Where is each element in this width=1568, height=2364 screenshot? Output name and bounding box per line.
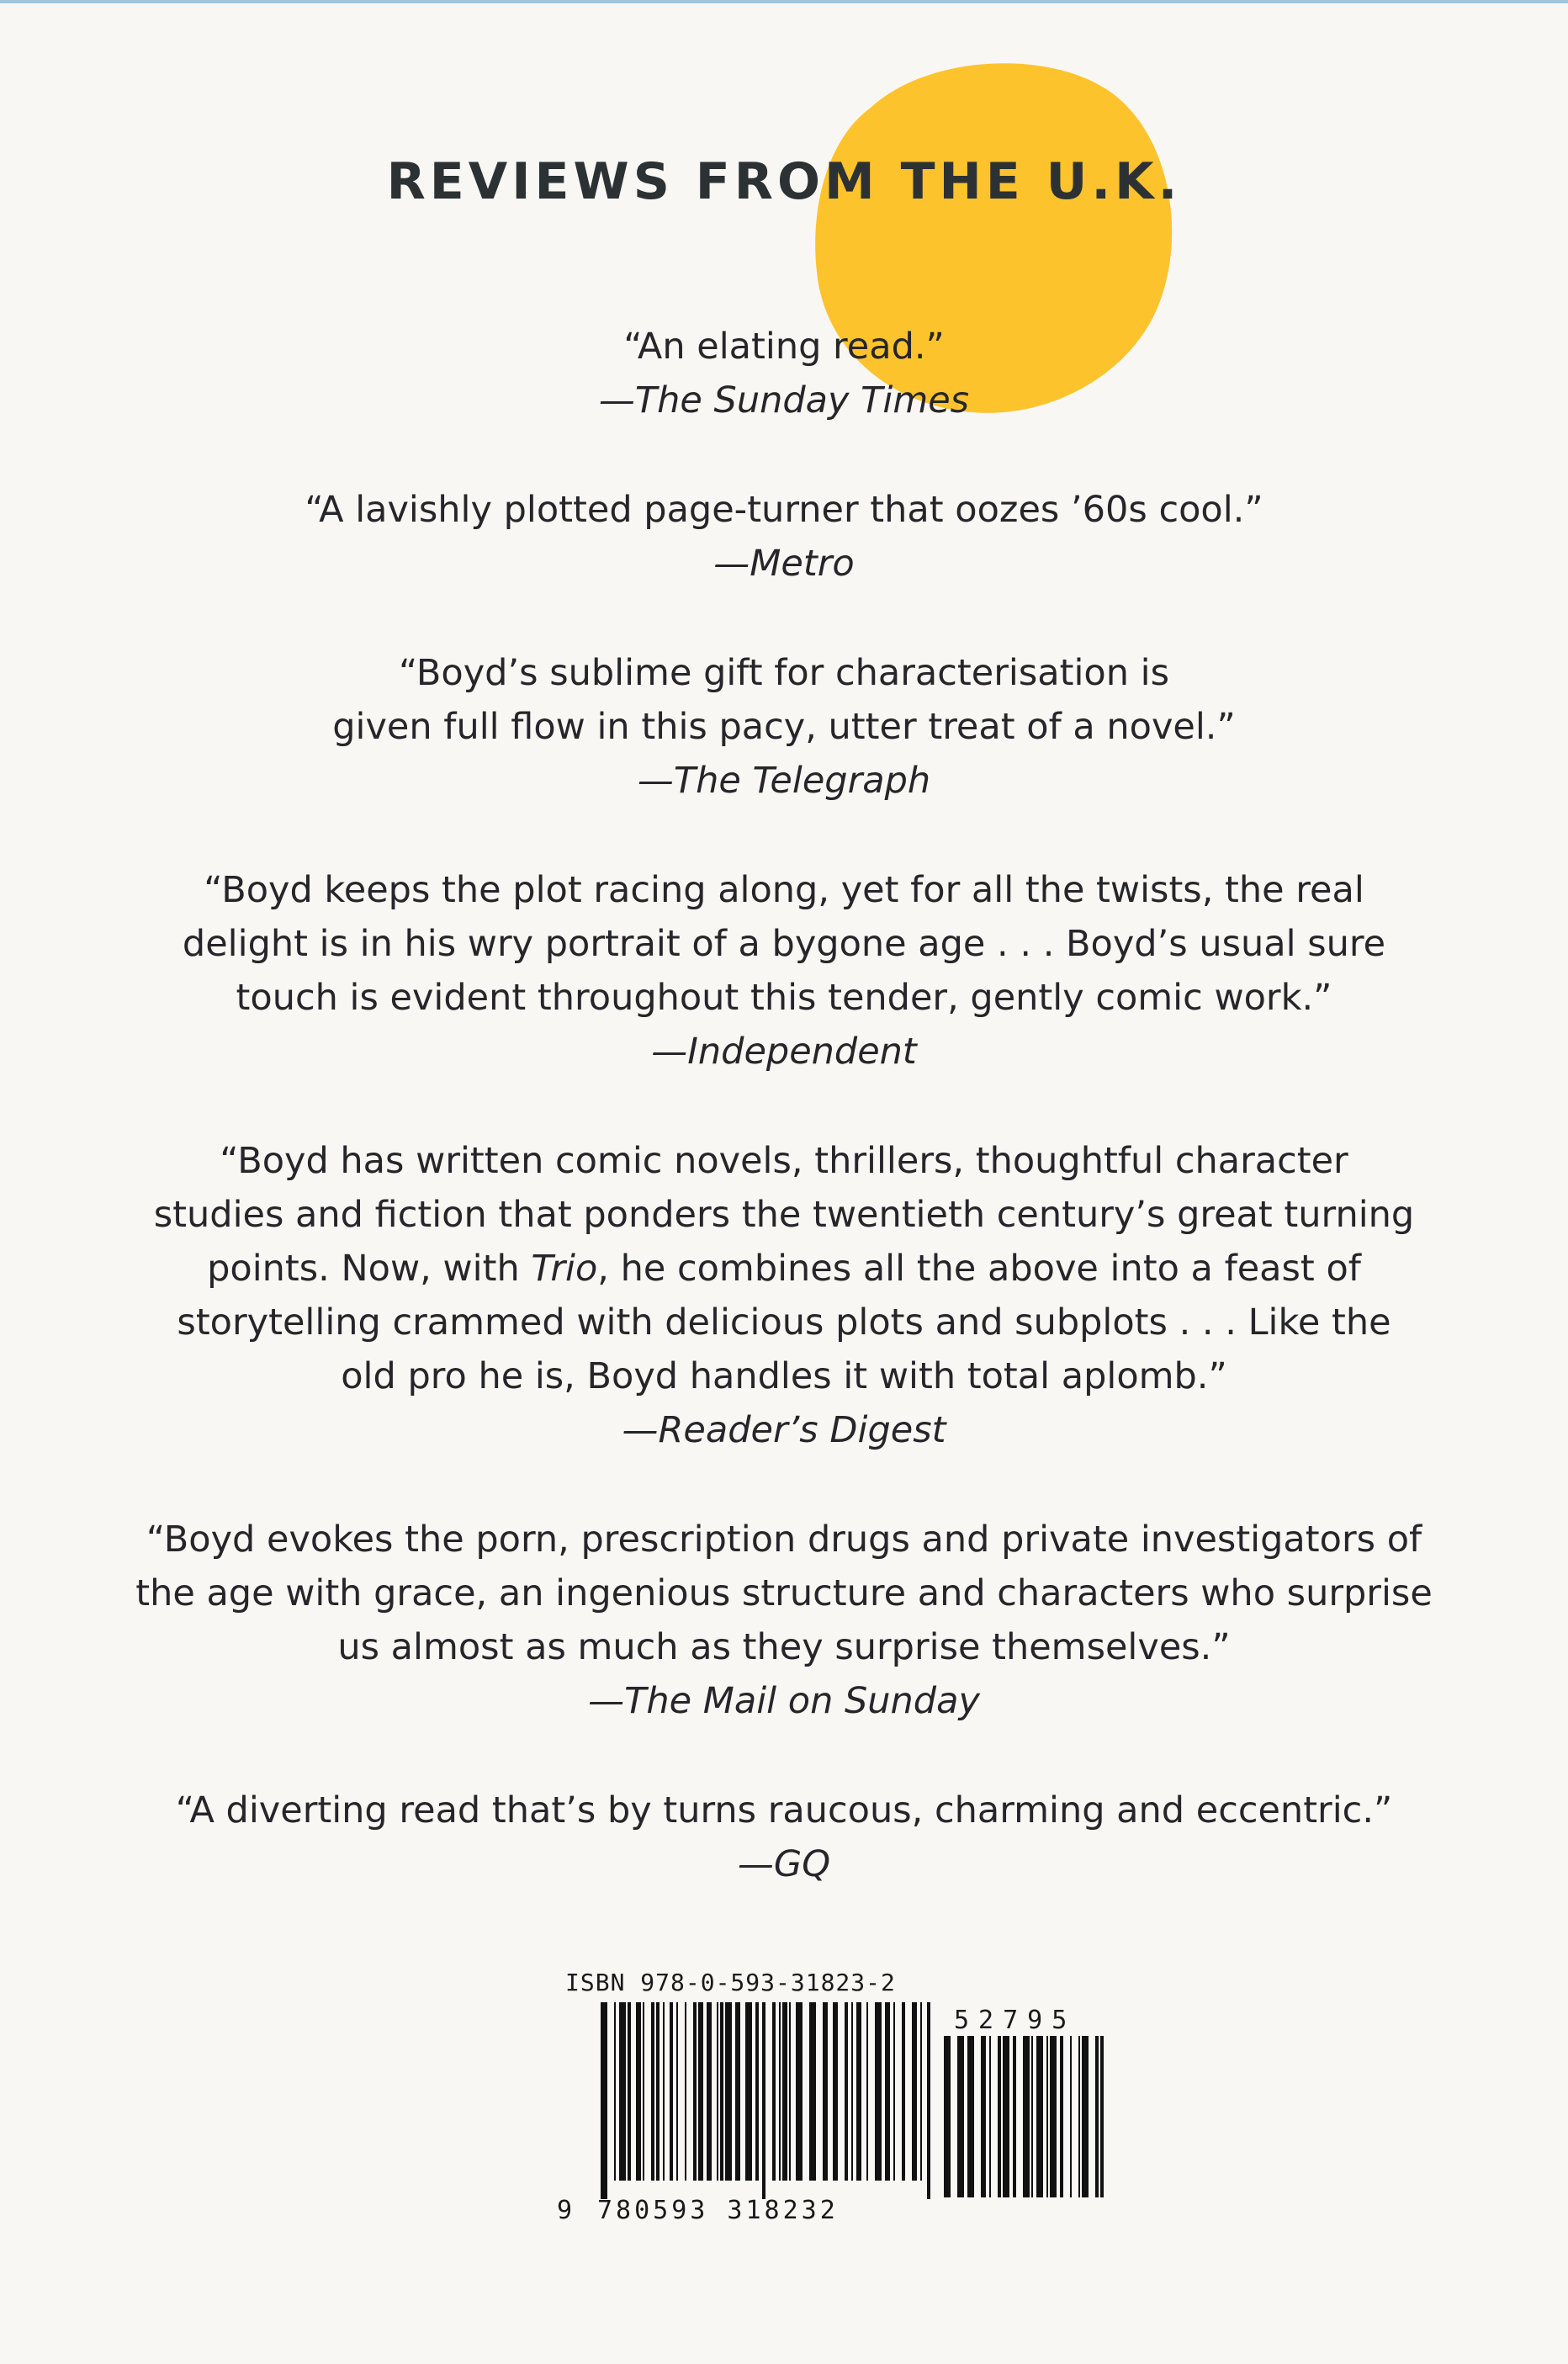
review-text-line (0, 1242, 1568, 1296)
review-source: —Reader’s Digest (622, 1409, 946, 1451)
isbn-label: ISBN 978-0-593-31823-2 (565, 1969, 896, 1996)
review-source: —The Mail on Sunday (588, 1680, 980, 1722)
review-text-segment: points. Now, with (207, 1248, 532, 1290)
review-text-line: “Boyd has written comic novels, thrillers, thoughtful character (220, 1140, 1348, 1182)
review-text-line: “A diverting read that’s by turns raucous, charming and eccentric.” (175, 1789, 1393, 1831)
book-title-trio: Trio (531, 1248, 598, 1290)
review-source: —Metro (713, 543, 855, 585)
page-heading: REVIEWS FROM THE U.K. (386, 152, 1182, 211)
review-text-line: “A lavishly plotted page-turner that oozes ’60s cool.” (305, 489, 1263, 531)
review-text-line: us almost as much as they surprise themselves.” (337, 1626, 1231, 1668)
barcode-addon-digits: 52795 (954, 2006, 1077, 2035)
review-source: —Independent (651, 1031, 917, 1073)
addon-barcode-bars (944, 2036, 1104, 2197)
review-source: —The Telegraph (637, 760, 931, 802)
review-mail-on-sunday (0, 1513, 1568, 1728)
review-gq (0, 1784, 1568, 1891)
review-source: —The Sunday Times (598, 379, 970, 421)
review-text-line: studies and fiction that ponders the twentieth century’s great turning (153, 1194, 1415, 1236)
review-text-line: storytelling crammed with delicious plots and subplots . . . Like the (177, 1301, 1391, 1344)
review-text-line: “An elating read.” (623, 326, 945, 368)
review-readers-digest (0, 1134, 1568, 1457)
review-text-line: touch is evident throughout this tender, gently comic work.” (236, 977, 1332, 1019)
review-telegraph (0, 646, 1568, 808)
review-text-line: “Boyd keeps the plot racing along, yet for all the twists, the real (204, 869, 1364, 911)
top-edge-rule (0, 0, 1568, 3)
review-text-segment: , he combines all the above into a feast of (597, 1248, 1361, 1290)
review-text-line: old pro he is, Boyd handles it with total aplomb.” (341, 1355, 1227, 1397)
ean13-barcode-bars (601, 2002, 930, 2199)
review-text-line: the age with grace, an ingenious structure and characters who surprise (135, 1572, 1433, 1614)
review-text-line: delight is in his wry portrait of a bygone age . . . Boyd’s usual sure (182, 923, 1386, 965)
review-sunday-times (0, 320, 1568, 427)
review-text-line: “Boyd evokes the porn, prescription drugs and private investigators of (146, 1519, 1422, 1561)
reviews-list (0, 320, 1568, 1947)
isbn-barcode-block (557, 1969, 1112, 2271)
barcode-first-digit: 9 (557, 2196, 573, 2225)
review-independent (0, 863, 1568, 1079)
review-text-line: given full flow in this pacy, utter treat of a novel.” (332, 706, 1236, 748)
review-source: —GQ (737, 1843, 831, 1885)
barcode-main-digits: 780593 318232 (597, 2196, 839, 2225)
review-text-line: “Boyd’s sublime gift for characterisation is (398, 652, 1170, 694)
review-metro (0, 483, 1568, 591)
